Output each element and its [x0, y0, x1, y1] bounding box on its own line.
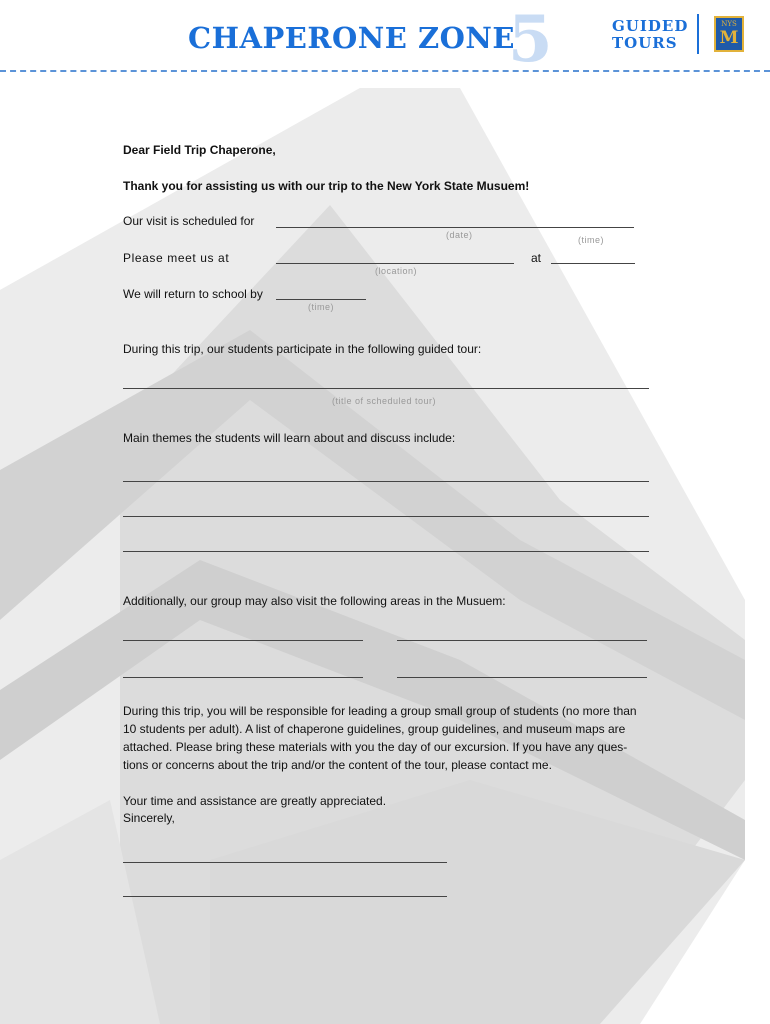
- visit-time-hint: (time): [578, 235, 604, 245]
- responsibility-line: 10 students per adult). A list of chaperone guidelines, group guidelines, and museum maps are: [123, 722, 626, 736]
- theme-field-3[interactable]: [123, 551, 649, 552]
- header-dashed-rule: [0, 70, 770, 72]
- meet-location-field[interactable]: [276, 263, 514, 264]
- area-field-3[interactable]: [123, 677, 363, 678]
- page-header: [0, 0, 770, 77]
- responsibility-line: attached. Please bring these materials with you the day of our excursion. If you have any ques-: [123, 740, 628, 754]
- return-time-hint: (time): [308, 302, 334, 312]
- name-field[interactable]: [123, 896, 447, 897]
- tour-title-hint: (title of scheduled tour): [332, 396, 437, 406]
- responsibility-paragraph: [123, 702, 645, 774]
- visit-date-hint: (date): [446, 230, 473, 240]
- zone-number: 5: [508, 2, 553, 77]
- return-time-field[interactable]: [276, 299, 366, 300]
- areas-intro: Additionally, our group may also visit the following areas in the Musuem:: [123, 594, 506, 608]
- visit-date-field[interactable]: [276, 227, 634, 228]
- meet-at-label: at: [531, 251, 542, 265]
- tours-label: TOURS: [612, 34, 678, 52]
- visit-label: Our visit is scheduled for: [123, 214, 255, 228]
- responsibility-line: During this trip, you will be responsible for leading a group small group of students (no more than: [123, 704, 637, 718]
- guided-tours-label: [612, 18, 688, 52]
- logo-nys-text: NYS: [721, 20, 737, 28]
- theme-field-1[interactable]: [123, 481, 649, 482]
- area-field-1[interactable]: [123, 640, 363, 641]
- tour-intro: During this trip, our students participate in the following guided tour:: [123, 342, 482, 356]
- return-label: We will return to school by: [123, 287, 263, 301]
- meet-label: Please meet us at: [123, 251, 230, 265]
- logo-m-text: M: [719, 28, 739, 48]
- meet-time-field[interactable]: [551, 263, 635, 264]
- meet-location-hint: (location): [375, 266, 418, 276]
- closing-line: Sincerely,: [123, 811, 175, 825]
- appreciation-line: Your time and assistance are greatly appreciated.: [123, 794, 387, 808]
- signature-field[interactable]: [123, 862, 447, 863]
- responsibility-line: tions or concerns about the trip and/or the content of the tour, please contact me.: [123, 758, 552, 772]
- page-title: CHAPERONE ZONE: [188, 21, 516, 55]
- tour-title-field[interactable]: [123, 388, 649, 389]
- area-field-2[interactable]: [397, 640, 647, 641]
- header-divider: [697, 14, 699, 54]
- thanks-line: Thank you for assisting us with our trip to the New York State Musuem!: [123, 179, 530, 193]
- guided-label: GUIDED: [612, 17, 689, 35]
- area-field-4[interactable]: [397, 677, 647, 678]
- themes-intro: Main themes the students will learn about and discuss include:: [123, 431, 456, 445]
- theme-field-2[interactable]: [123, 516, 649, 517]
- salutation: Dear Field Trip Chaperone,: [123, 143, 276, 157]
- nysm-logo: [714, 16, 744, 52]
